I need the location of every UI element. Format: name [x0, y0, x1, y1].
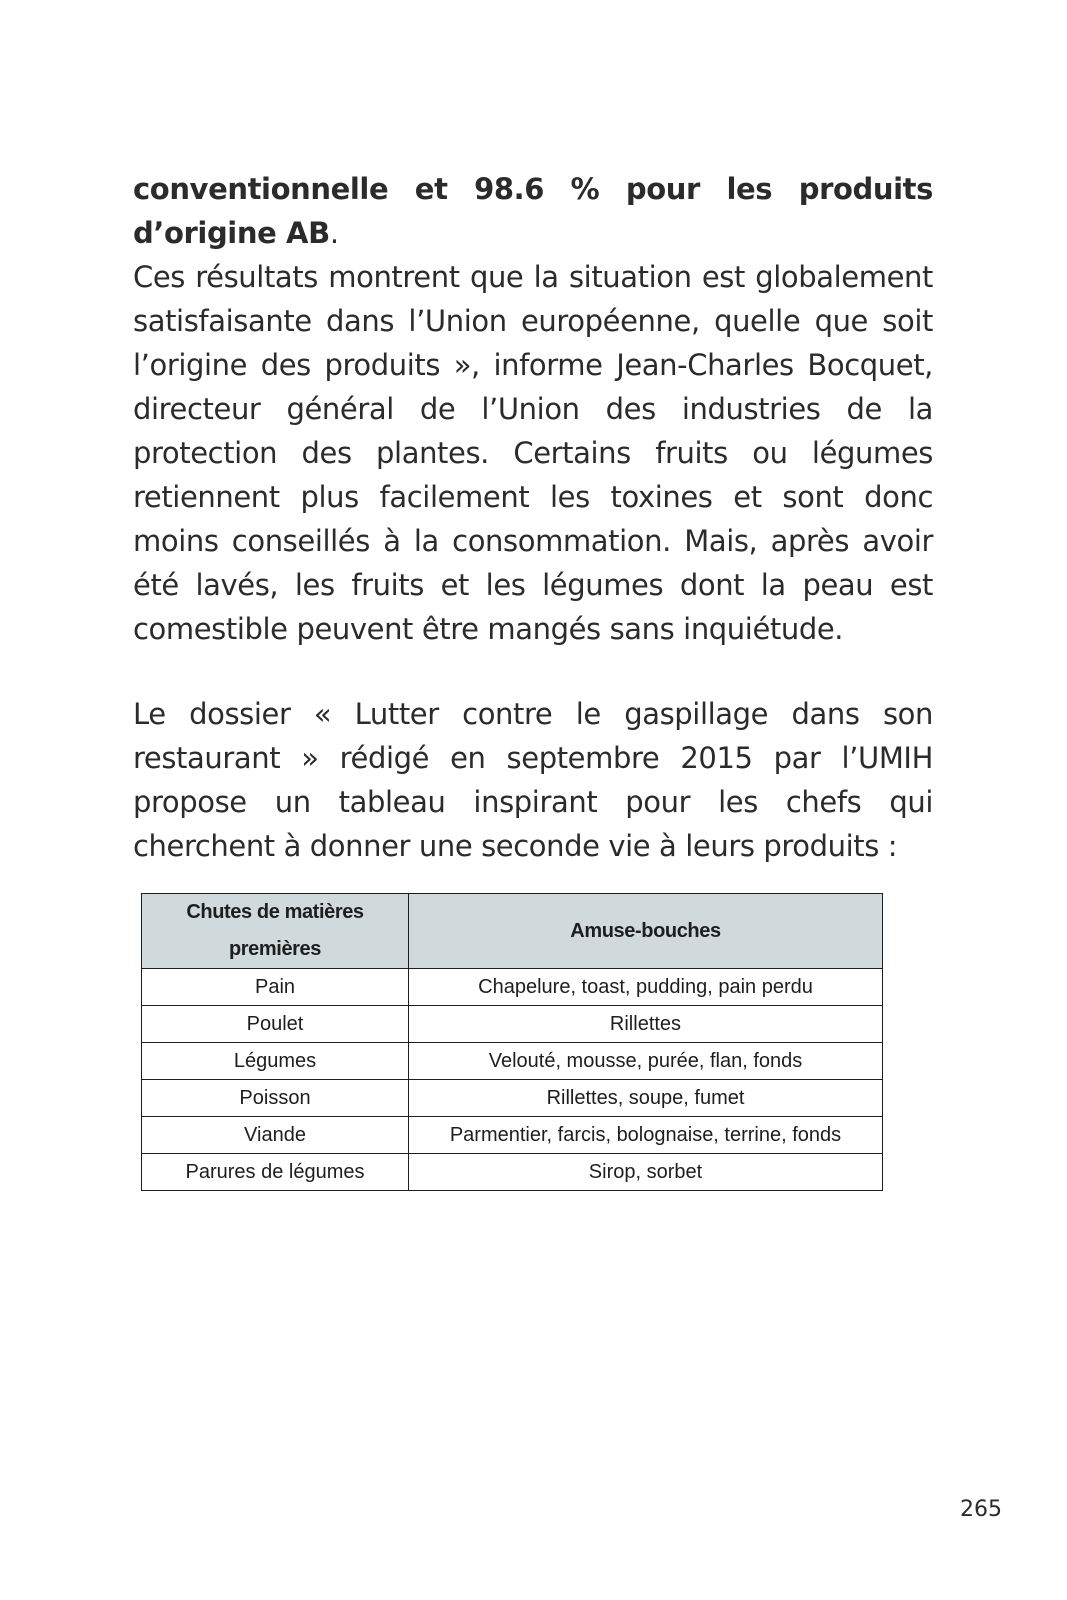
table-cell-ingredient: Pain	[142, 969, 409, 1006]
table-cell-dishes: Sirop, sorbet	[409, 1154, 883, 1191]
table-row	[142, 1043, 883, 1080]
recycling-table	[141, 893, 883, 1191]
table-cell-ingredient: Viande	[142, 1117, 409, 1154]
table-row	[142, 969, 883, 1006]
recycling-table-container	[141, 893, 883, 1191]
header-appetizers: Amuse-bouches	[409, 894, 883, 969]
paragraph-2: Le dossier « Lutter contre le gaspillage dans son restaurant » rédigé en septembre 2015 par l’UMIH propose un tableau inspirant pour les chefs qui cherchent à donner une seconde vie à leurs produits :	[133, 697, 933, 863]
table-cell-dishes: Velouté, mousse, purée, flan, fonds	[409, 1043, 883, 1080]
table-row	[142, 1117, 883, 1154]
table-cell-dishes: Rillettes	[409, 1006, 883, 1043]
bold-lead-text: conventionnelle et 98.6 % pour les produits d’origine AB	[133, 172, 933, 250]
table-row	[142, 1154, 883, 1191]
table-cell-ingredient: Poisson	[142, 1080, 409, 1117]
bold-lead-period: .	[329, 216, 339, 250]
table-row	[142, 1006, 883, 1043]
table-cell-ingredient: Légumes	[142, 1043, 409, 1080]
table-row	[142, 1080, 883, 1117]
page-number: 265	[960, 1497, 1002, 1522]
paragraph-1	[133, 167, 933, 651]
table-cell-ingredient: Poulet	[142, 1006, 409, 1043]
table-header-row	[142, 894, 883, 969]
table-cell-dishes: Rillettes, soupe, fumet	[409, 1080, 883, 1117]
table-cell-dishes: Parmentier, farcis, bolognaise, terrine, fonds	[409, 1117, 883, 1154]
table-cell-dishes: Chapelure, toast, pudding, pain perdu	[409, 969, 883, 1006]
paragraph-1-body: Ces résultats montrent que la situation est globalement satisfaisante dans l’Union européenne, quelle que soit l’origine des produits », informe Jean-Charles Bocquet, directeur général de l’Union des industries de la protection des plantes. Certains fruits ou légumes retiennent plus facilement les toxines et sont donc moins conseillés à la consommation. Mais, après avoir été lavés, les fruits et les légumes dont la peau est comestible peuvent être mangés sans inquiétude.	[133, 260, 933, 646]
table-cell-ingredient: Parures de légumes	[142, 1154, 409, 1191]
header-raw-material-scraps: Chutes de matières premières	[142, 894, 409, 969]
